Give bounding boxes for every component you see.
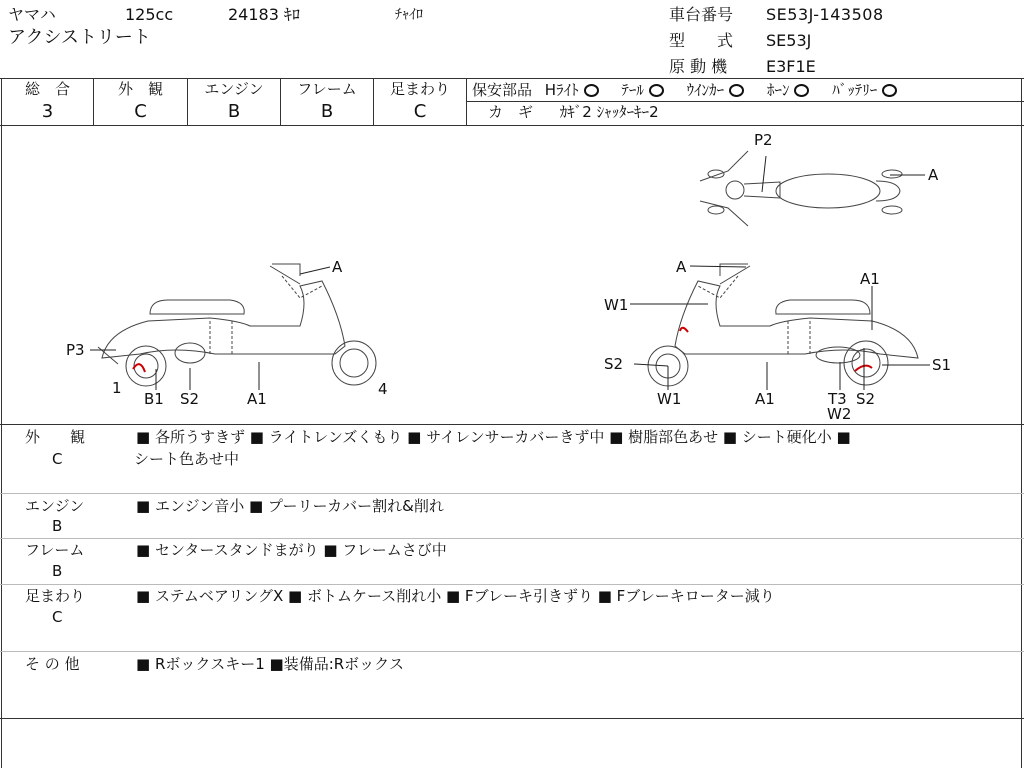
label-left-b1: B1 <box>144 390 164 408</box>
remark-grade: C <box>52 608 63 626</box>
model-name: アクシストリート <box>8 27 151 48</box>
remark-line: シート色あせ中 <box>134 450 240 468</box>
overall-grade: 3 <box>41 101 54 122</box>
type-label: 型 式 <box>669 31 734 50</box>
suspension-grade-label: 足まわり <box>389 80 450 98</box>
remark-label: エンジン <box>25 497 85 515</box>
winker-ok-mark <box>729 84 744 97</box>
label-left-p3: P3 <box>66 341 85 359</box>
engine-value: E3F1E <box>766 57 816 76</box>
type-value: SE53J <box>766 31 812 50</box>
battery-label: ﾊﾞｯﾃﾘｰ <box>832 81 878 99</box>
remark-line: ■ エンジン音小 ■ プーリーカバー割れ&削れ <box>136 497 444 515</box>
frame-grade: B <box>320 101 334 122</box>
label-left-4: 4 <box>378 380 388 398</box>
remarks-bottom-rule <box>0 718 1024 719</box>
safety-mid-rule <box>466 101 1024 102</box>
key-value: ｶｷﾞ2 ｼｬｯﾀｰｷｰ2 <box>559 103 659 121</box>
label-right-s2-bottom: S2 <box>856 390 876 408</box>
remark-grade: B <box>52 517 63 535</box>
headlight-label: Hﾗｲﾄ <box>544 81 579 99</box>
label-left-1: 1 <box>112 379 122 397</box>
safety-parts-row <box>472 82 897 99</box>
remark-grade: C <box>52 450 63 468</box>
label-right-w2: W2 <box>827 405 852 423</box>
label-right-s2-left: S2 <box>604 355 624 373</box>
frame-grade-label: フレーム <box>297 80 357 98</box>
label-right-a1-top: A1 <box>860 270 880 288</box>
remarks-rule <box>0 538 1024 539</box>
displacement: 125cc <box>125 5 174 24</box>
label-right-a1-bottom: A1 <box>755 390 775 408</box>
key-label: カ ギ <box>488 103 534 121</box>
label-left-a: A <box>332 258 343 276</box>
suspension-grade: C <box>413 101 427 122</box>
remark-label: 外 観 <box>25 428 86 446</box>
battery-ok-mark <box>882 84 897 97</box>
engine-grade-label: エンジン <box>204 80 264 98</box>
remark-label: そ の 他 <box>25 655 80 673</box>
color: ﾁｬｲﾛ <box>395 7 423 23</box>
chassis-label: 車台番号 <box>669 5 734 24</box>
remarks-rule <box>0 493 1024 494</box>
taillight-ok-mark <box>649 84 664 97</box>
maker-name: ヤマハ <box>8 5 56 24</box>
scooter-top-view <box>700 151 925 226</box>
chassis-number: SE53J-143508 <box>766 5 884 24</box>
taillight-label: ﾃｰﾙ <box>621 81 644 99</box>
remark-label: 足まわり <box>25 587 86 605</box>
label-top-a: A <box>928 166 939 184</box>
horn-label: ﾎｰﾝ <box>766 81 790 99</box>
label-right-w1-top: W1 <box>604 296 629 314</box>
remark-line: ■ 各所うすきず ■ ライトレンズくもり ■ サイレンサーカバーきず中 ■ 樹脂部色あせ ■ シート硬化小 ■ <box>136 428 851 446</box>
remark-line: ■ ステムベアリングX ■ ボトムケース削れ小 ■ Fブレーキ引きずり ■ Fブレーキローター減り <box>136 587 775 605</box>
label-right-a: A <box>676 258 687 276</box>
label-right-w1-bottom: W1 <box>657 390 682 408</box>
remark-line: ■ Rボックスキー1 ■装備品:Rボックス <box>136 655 405 673</box>
engine-grade: B <box>227 101 241 122</box>
label-right-s1: S1 <box>932 356 952 374</box>
damage-diagram <box>0 126 1024 424</box>
remarks-rule <box>0 584 1024 585</box>
headlight-ok-mark <box>584 84 599 97</box>
horn-ok-mark <box>794 84 809 97</box>
overall-label: 総 合 <box>24 80 70 98</box>
table-top-rule <box>0 78 1024 79</box>
label-right-t3: T3 <box>828 390 847 408</box>
mileage: 24183 ｷﾛ <box>228 5 300 24</box>
winker-label: ｳｲﾝｶｰ <box>686 81 725 99</box>
safety-label: 保安部品 <box>472 81 533 99</box>
remark-grade: B <box>52 562 63 580</box>
remarks-top-rule <box>0 424 1024 425</box>
remarks-rule <box>0 651 1024 652</box>
engine-label: 原 動 機 <box>669 57 728 76</box>
exterior-grade: C <box>134 101 147 122</box>
label-top-p2: P2 <box>754 131 773 149</box>
key-row <box>488 104 659 121</box>
grade-divider <box>466 78 467 125</box>
scooter-left-view <box>90 264 376 390</box>
remark-line: ■ センタースタンドまがり ■ フレームさび中 <box>136 541 447 559</box>
label-left-a1: A1 <box>247 390 267 408</box>
scooter-right-view <box>630 264 930 390</box>
label-left-s2: S2 <box>180 390 200 408</box>
exterior-label: 外 観 <box>117 80 163 98</box>
remark-label: フレーム <box>25 541 85 559</box>
